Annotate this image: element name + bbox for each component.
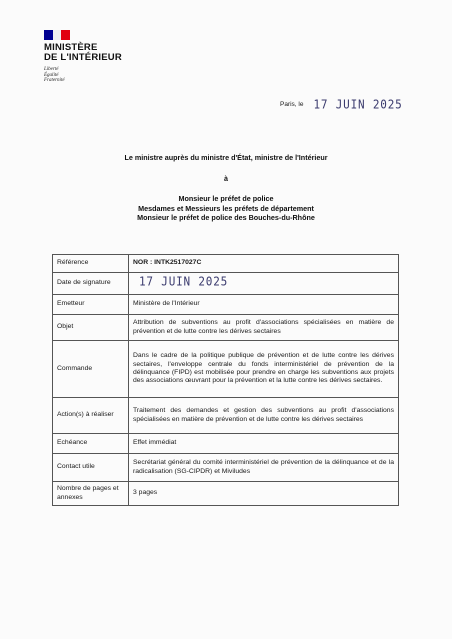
dateline xyxy=(280,98,403,111)
row-value-echeance: Effet immédiat xyxy=(129,434,399,454)
sender-line: Le ministre auprès du ministre d'État, ministre de l'Intérieur xyxy=(124,153,328,162)
table-row xyxy=(53,434,399,454)
table-row xyxy=(53,341,399,398)
table-row xyxy=(53,315,399,341)
row-label-emetteur: Emetteur xyxy=(53,295,129,315)
row-label-commande: Commande xyxy=(53,341,129,398)
table-row xyxy=(53,398,399,434)
recipient-1: Monsieur le préfet de police xyxy=(178,194,274,203)
marianne-flag-icon xyxy=(44,30,70,40)
dateline-place: Paris, le xyxy=(280,101,304,108)
row-value-pages: 3 pages xyxy=(129,482,399,506)
table-row xyxy=(53,454,399,482)
row-value-reference: NOR : INTK2517027C xyxy=(129,255,399,273)
table-row xyxy=(53,295,399,315)
row-label-objet: Objet xyxy=(53,315,129,341)
recipients-block xyxy=(0,194,452,223)
row-value-contact: Secrétariat général du comité interministériel de prévention de la délinquance et de la radicalisation (SG-CIPDR) et Miviludes xyxy=(129,454,399,482)
row-value-date-cell xyxy=(129,273,399,295)
row-label-reference: Référence xyxy=(53,255,129,273)
row-label-echeance: Echéance xyxy=(53,434,129,454)
table-row xyxy=(53,273,399,295)
row-value-objet: Attribution de subventions au profit d'associations spécialisées en matière de prévention et de lutte contre les dérives sectaires xyxy=(129,315,399,341)
ministry-logo xyxy=(44,30,122,84)
row-value-commande: Dans le cadre de la politique publique de prévention et de lutte contre les dérives sectaires, l'enveloppe centrale du fonds interministériel de prévention de la délinquance (FIPD) est mobilisée pour prendre en charge les subventions aux projets des associations œuvrant pour la prévention et la lutte contre les dérives sectaires. xyxy=(129,341,399,398)
motto-liberte: Liberté xyxy=(44,67,59,72)
row-label-pages: Nombre de pages et annexes xyxy=(53,482,129,506)
motto-fraternite: Fraternité xyxy=(44,78,65,84)
recipient-3: Monsieur le préfet de police des Bouches-du-Rhône xyxy=(137,213,315,222)
motto-egalite: Égalité xyxy=(44,72,59,78)
ministry-name-line2: DE L'INTÉRIEUR xyxy=(44,52,122,63)
date-stamp: 17 JUIN 2025 xyxy=(313,97,403,112)
table-row xyxy=(53,255,399,273)
row-label-contact: Contact utile xyxy=(53,454,129,482)
row-value-emetteur: Ministère de l'Intérieur xyxy=(129,295,399,315)
recipient-2: Mesdames et Messieurs les préfets de département xyxy=(138,203,314,213)
table-row xyxy=(53,482,399,506)
to-word: à xyxy=(224,174,228,183)
row-value-actions: Traitement des demandes et gestion des subventions au profit d'associations spécialisées en matière de prévention et de lutte contre les dérives sectaires xyxy=(129,398,399,434)
circular-metadata-table xyxy=(52,254,399,506)
ministry-name-line1: MINISTÈRE xyxy=(44,42,98,53)
motto xyxy=(44,67,122,84)
row-label-actions: Action(s) à réaliser xyxy=(53,398,129,434)
row-label-date: Date de signature xyxy=(53,273,129,295)
row-value-date: 17 JUIN 2025 xyxy=(139,274,229,290)
